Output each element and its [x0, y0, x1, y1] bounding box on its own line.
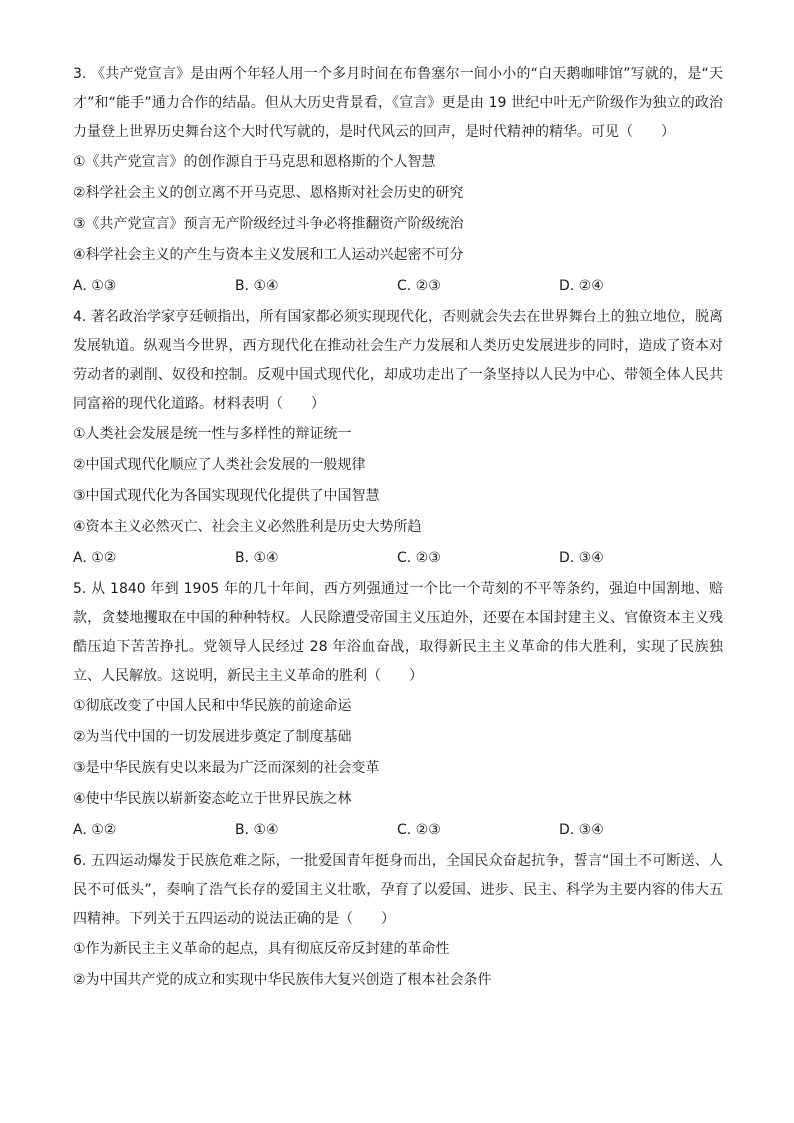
statement-1: ①人类社会发展是统一性与多样性的辩证统一 [73, 426, 352, 442]
statement-1: ①彻底改变了中国人民和中华民族的前途命运 [73, 698, 352, 714]
choice-d[interactable]: D. ③④ [559, 822, 604, 838]
statement-4: ④资本主义必然灭亡、社会主义必然胜利是历史大势所趋 [73, 519, 422, 535]
statement-2: ②科学社会主义的创立离不开马克思、恩格斯对社会历史的研究 [73, 185, 464, 201]
statement-2: ②为中国共产党的成立和实现中华民族伟大复兴创造了根本社会条件 [73, 972, 492, 988]
choice-b[interactable]: B. ①④ [235, 822, 279, 838]
choice-c[interactable]: C. ②③ [397, 822, 441, 838]
statement-3: ③中国式现代化为各国实现现代化提供了中国智慧 [73, 488, 380, 504]
choice-a[interactable]: A. ①② [73, 822, 117, 838]
question-stem: 5. 从 1840 年到 1905 年的几十年间，西方列强通过一个比一个苛刻的不平等条约，强迫中国割地、赔款，贪婪地攫取在中国的种种特权。人民除遭受帝国主义压迫外，还要在本国封建主义、官僚资本主义残酷压迫下苦苦挣扎。党领导人民经过 28 年浴血奋战，取得新民主主义革命的伟大胜利，实现了民族独立、人民解放。这说明，新民主主义革命的胜利（ ） [73, 581, 723, 684]
statement-4: ④科学社会主义的产生与资本主义发展和工人运动兴起密不可分 [73, 247, 464, 263]
choice-d[interactable]: D. ③④ [559, 550, 604, 566]
statement-2: ②中国式现代化顺应了人类社会发展的一般规律 [73, 457, 366, 473]
question-stem: 4. 著名政治学家亨廷顿指出，所有国家都必须实现现代化，否则就会失去在世界舞台上的独立地位，脱离发展轨道。纵观当今世界，西方现代化在推动社会生产力发展和人类历史发展进步的同时，造成了资本对劳动者的剥削、奴役和控制。反观中国式现代化，却成功走出了一条坚持以人民为中心、带领全体人民共同富裕的现代化道路。材料表明（ ） [73, 309, 723, 412]
question-stem: 6. 五四运动爆发于民族危难之际，一批爱国青年挺身而出，全国民众奋起抗争，誓言“国土不可断送、人民不可低头”，奏响了浩气长存的爱国主义壮歌，孕育了以爱国、进步、民主、科学为主要内容的伟大五四精神。下列关于五四运动的说法正确的是（ ） [73, 853, 723, 927]
statement-4: ④使中华民族以崭新姿态屹立于世界民族之林 [73, 791, 352, 807]
choice-c[interactable]: C. ②③ [397, 278, 441, 294]
choice-c[interactable]: C. ②③ [397, 550, 441, 566]
statement-3: ③是中华民族有史以来最为广泛而深刻的社会变革 [73, 760, 380, 776]
question-4 [73, 303, 723, 574]
question-3 [73, 60, 723, 302]
statement-2: ②为当代中国的一切发展进步奠定了制度基础 [73, 729, 352, 745]
statement-1: ①作为新民主主义革命的起点，具有彻底反帝反封建的革命性 [73, 941, 450, 957]
statement-3: ③《共产党宣言》预言无产阶级经过斗争必将推翻资产阶级统治 [73, 216, 464, 232]
answer-choices [73, 815, 723, 846]
question-5 [73, 575, 723, 846]
choice-a[interactable]: A. ①② [73, 550, 117, 566]
choice-b[interactable]: B. ①④ [235, 278, 279, 294]
choice-d[interactable]: D. ②④ [559, 278, 604, 294]
question-stem: 3. 《共产党宣言》是由两个年轻人用一个多月时间在布鲁塞尔一间小小的“白天鹅咖啡馆”写就的，是“天才”和“能手”通力合作的结晶。但从大历史背景看，《宣言》更是由 19 世纪中叶无产阶级作为独立的政治力量登上世界历史舞台这个大时代写就的，是时代风云的回声，是时代精神的精华。可见（ ） [73, 66, 723, 140]
choice-a[interactable]: A. ①③ [73, 278, 117, 294]
question-6 [73, 847, 723, 996]
answer-choices [73, 271, 723, 302]
choice-b[interactable]: B. ①④ [235, 550, 279, 566]
answer-choices [73, 543, 723, 574]
exam-page [73, 60, 723, 997]
statement-1: ①《共产党宣言》的创作源自于马克思和恩格斯的个人智慧 [73, 154, 436, 170]
